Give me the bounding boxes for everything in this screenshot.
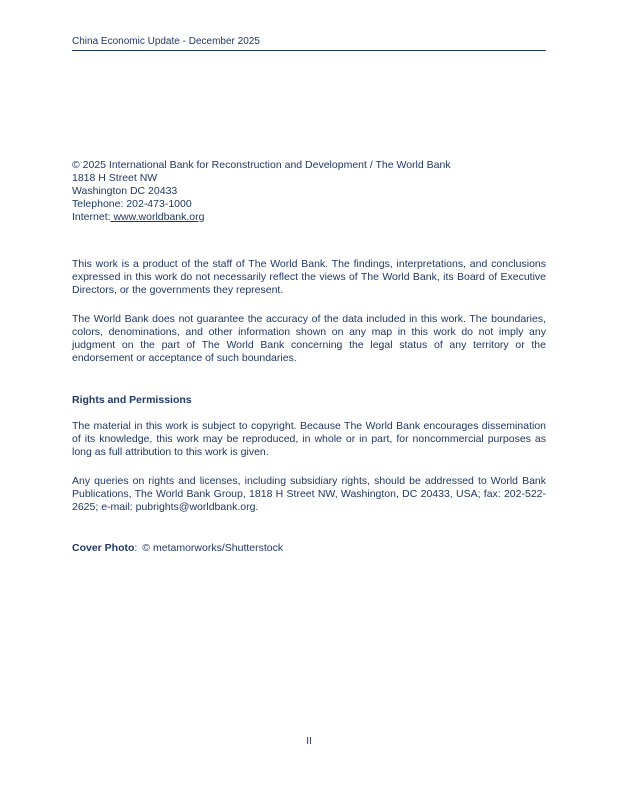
copyright-block	[72, 159, 546, 224]
disclaimer-paragraph-2: The World Bank does not guarantee the accuracy of the data included in this work. The boundaries, colors, denominations, and other information shown on any map in this work do not imply any judgment on the part of The World Bank concerning the legal status of any territory or the endorsement or acceptance of such boundaries.	[72, 313, 546, 364]
page-header	[72, 0, 546, 51]
copyright-line-publisher: © 2025 International Bank for Reconstruction and Development / The World Bank	[72, 159, 451, 171]
copyright-line-city: Washington DC 20433	[72, 185, 178, 197]
cover-photo-separator: :	[134, 542, 138, 554]
copyright-line-telephone: Telephone: 202-473-1000	[72, 198, 192, 210]
cover-photo-credit	[72, 542, 546, 555]
worldbank-url-link[interactable]: www.worldbank.org	[110, 211, 205, 223]
rights-permissions-heading: Rights and Permissions	[72, 394, 192, 406]
disclaimer-paragraph-1: This work is a product of the staff of The World Bank. The findings, interpretations, and conclusions expressed in this work do not necessarily reflect the views of The World Bank, its Board of Executive Directors, or the governments they represent.	[72, 258, 546, 296]
rights-paragraph-1: The material in this work is subject to copyright. Because The World Bank encourages dissemination of its knowledge, this work may be reproduced, in whole or in part, for noncommercial purposes as long as full attribution to this work is given.	[72, 420, 546, 458]
copyright-line-internet	[72, 211, 546, 224]
cover-photo-label: Cover Photo	[72, 542, 135, 554]
cover-photo-value: © metamorworks/Shutterstock	[142, 542, 284, 554]
header-title: China Economic Update - December 2025	[72, 36, 260, 47]
page-number: II	[306, 736, 312, 747]
internet-label: Internet:	[72, 211, 111, 223]
copyright-line-street: 1818 H Street NW	[72, 172, 158, 184]
page-footer	[0, 736, 618, 747]
rights-paragraph-2: Any queries on rights and licenses, including subsidiary rights, should be addressed to World Bank Publications, The World Bank Group, 1818 H Street NW, Washington, DC 20433, USA; fax: 202-522-2625; e-mail: pubrights@worldbank.org.	[72, 475, 546, 513]
